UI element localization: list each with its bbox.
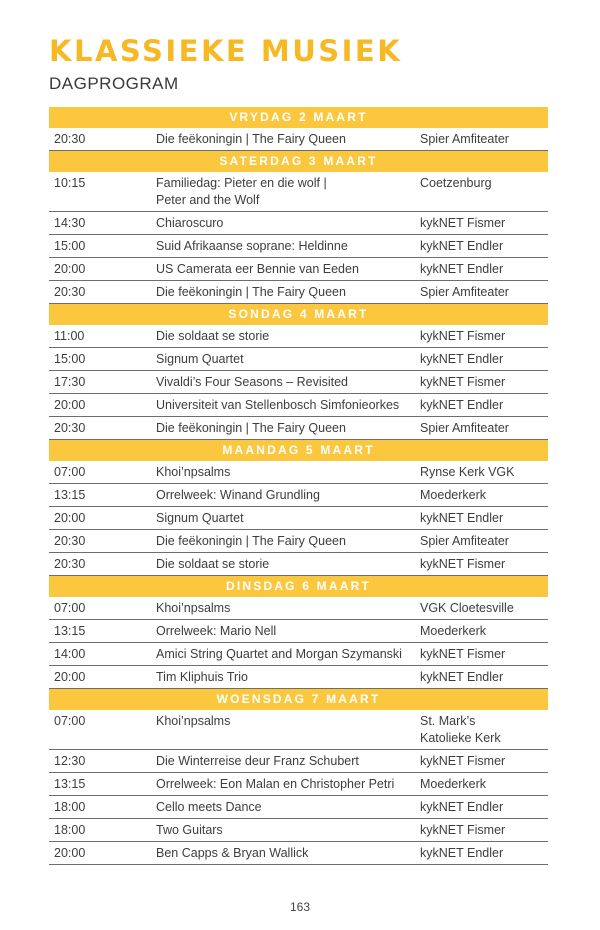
event-time: 12:30 [54, 754, 86, 768]
event-name [156, 510, 420, 527]
event-name-line: Vivaldi’s Four Seasons – Revisited [156, 375, 348, 389]
event-name-line: Universiteit van Stellenbosch Simfonieorkes [156, 398, 400, 412]
event-name-line: Die soldaat se storie [156, 557, 270, 571]
event-venue-line: kykNET Fismer [420, 375, 506, 389]
event-venue [420, 623, 548, 640]
event-name-line: Khoi’npsalms [156, 601, 231, 615]
event-venue-line: kykNET Endler [420, 262, 504, 276]
event-name [156, 215, 420, 232]
event-row [49, 710, 548, 750]
event-name-line: US Camerata eer Bennie van Eeden [156, 262, 359, 276]
event-name-line: Ben Capps & Bryan Wallick [156, 846, 309, 860]
event-venue [420, 261, 548, 278]
event-venue-line: Spier Amfiteater [420, 421, 509, 435]
event-venue [420, 351, 548, 368]
page-number: 163 [289, 900, 311, 914]
event-time: 15:00 [54, 352, 86, 366]
event-name [156, 487, 420, 504]
event-time: 20:00 [54, 670, 86, 684]
event-venue-line: Katolieke Kerk [420, 730, 501, 745]
event-name-line: Orrelweek: Eon Malan en Christopher Petri [156, 777, 395, 791]
event-time: 11:00 [54, 329, 85, 343]
event-venue-line: kykNET Endler [420, 800, 504, 814]
event-venue-line: Spier Amfiteater [420, 132, 509, 146]
event-name-line: Suid Afrikaanse soprane: Heldinne [156, 239, 348, 253]
event-venue-line: kykNET Endler [420, 670, 504, 684]
event-name [156, 464, 420, 481]
event-venue [420, 533, 548, 550]
event-venue [420, 822, 548, 839]
event-venue [420, 556, 548, 573]
event-time: 17:30 [54, 375, 86, 389]
event-venue [420, 646, 548, 663]
event-row [49, 258, 548, 281]
event-row [49, 235, 548, 258]
event-name [156, 420, 420, 437]
event-time: 20:00 [54, 511, 86, 525]
event-venue [420, 215, 548, 232]
event-name-line: Khoi’npsalms [156, 714, 231, 728]
event-name-line: Die feëkoningin | The Fairy Queen [156, 285, 346, 299]
event-venue-line: kykNET Fismer [420, 329, 506, 343]
event-venue-line: kykNET Endler [420, 352, 504, 366]
event-venue [420, 131, 548, 148]
event-time: 20:30 [54, 285, 86, 299]
event-time: 20:30 [54, 132, 86, 146]
event-venue [420, 753, 548, 770]
event-row [49, 212, 548, 235]
event-time: 14:30 [54, 216, 86, 230]
event-time: 07:00 [54, 601, 86, 615]
event-time: 15:00 [54, 239, 86, 253]
event-name [156, 533, 420, 550]
day-header: SATERDAG 3 MAART [49, 151, 548, 172]
event-venue-line: kykNET Endler [420, 398, 504, 412]
schedule-table [49, 107, 548, 865]
event-venue [420, 799, 548, 816]
event-row [49, 666, 548, 689]
page-subtitle: DAGPROGRAM [49, 74, 179, 93]
event-row [49, 842, 548, 865]
event-venue [420, 487, 548, 504]
event-name [156, 556, 420, 573]
event-name [156, 284, 420, 301]
event-venue [420, 238, 548, 255]
event-row [49, 172, 548, 212]
event-venue [420, 420, 548, 437]
event-name [156, 175, 420, 208]
event-name [156, 669, 420, 686]
event-name-line: Die soldaat se storie [156, 329, 270, 343]
event-time: 10:15 [54, 176, 86, 190]
event-name [156, 397, 420, 414]
event-name [156, 623, 420, 640]
event-name-line: Khoi’npsalms [156, 465, 231, 479]
event-name [156, 713, 420, 730]
event-name-line: Die Winterreise deur Franz Schubert [156, 754, 359, 768]
event-venue [420, 669, 548, 686]
event-venue-line: Spier Amfiteater [420, 534, 509, 548]
event-time: 20:00 [54, 846, 86, 860]
event-row [49, 597, 548, 620]
event-venue [420, 713, 548, 746]
event-name-line: Amici String Quartet and Morgan Szymanski [156, 647, 402, 661]
event-name [156, 131, 420, 148]
event-time: 20:00 [54, 262, 86, 276]
event-name [156, 646, 420, 663]
event-venue-line: Moederkerk [420, 488, 486, 502]
event-venue-line: Spier Amfiteater [420, 285, 509, 299]
event-venue-line: Rynse Kerk VGK [420, 465, 515, 479]
event-time: 20:30 [54, 534, 86, 548]
event-time: 18:00 [54, 823, 86, 837]
event-row [49, 325, 548, 348]
event-venue [420, 776, 548, 793]
event-venue [420, 464, 548, 481]
event-row [49, 484, 548, 507]
event-time: 13:15 [54, 624, 86, 638]
event-venue-line: VGK Cloetesville [420, 601, 514, 615]
event-venue-line: kykNET Fismer [420, 647, 506, 661]
event-name [156, 351, 420, 368]
event-name-line: Orrelweek: Winand Grundling [156, 488, 320, 502]
event-name-line: Signum Quartet [156, 352, 244, 366]
page-title: KLASSIEKE MUSIEK [49, 34, 403, 68]
event-name-line: Die feëkoningin | The Fairy Queen [156, 534, 346, 548]
event-venue-line: kykNET Fismer [420, 216, 506, 230]
event-venue-line: kykNET Fismer [420, 557, 506, 571]
event-name [156, 328, 420, 345]
event-name-line: Familiedag: Pieter en die wolf | [156, 176, 327, 190]
day-header: DINSDAG 6 MAART [49, 576, 548, 597]
event-name-line: Peter and the Wolf [156, 192, 260, 207]
event-name-line: Tim Kliphuis Trio [156, 670, 248, 684]
event-row [49, 750, 548, 773]
event-row [49, 461, 548, 484]
event-venue [420, 284, 548, 301]
day-header: MAANDAG 5 MAART [49, 440, 548, 461]
day-header: SONDAG 4 MAART [49, 304, 548, 325]
event-venue [420, 600, 548, 617]
event-row [49, 507, 548, 530]
event-venue [420, 328, 548, 345]
day-header: VRYDAG 2 MAART [49, 107, 548, 128]
event-row [49, 553, 548, 576]
event-row [49, 417, 548, 440]
event-venue-line: Moederkerk [420, 777, 486, 791]
event-venue [420, 510, 548, 527]
event-row [49, 281, 548, 304]
event-venue-line: Moederkerk [420, 624, 486, 638]
event-name [156, 799, 420, 816]
event-venue-line: kykNET Endler [420, 511, 504, 525]
event-venue [420, 374, 548, 391]
event-row [49, 371, 548, 394]
event-row [49, 643, 548, 666]
event-venue-line: kykNET Fismer [420, 823, 506, 837]
event-time: 20:30 [54, 557, 86, 571]
event-row [49, 796, 548, 819]
event-time: 07:00 [54, 465, 86, 479]
event-time: 13:15 [54, 777, 86, 791]
event-row [49, 819, 548, 842]
event-row [49, 773, 548, 796]
event-row [49, 394, 548, 417]
event-time: 20:30 [54, 421, 86, 435]
event-venue-line: kykNET Endler [420, 239, 504, 253]
event-row [49, 530, 548, 553]
event-name [156, 374, 420, 391]
event-name-line: Die feëkoningin | The Fairy Queen [156, 421, 346, 435]
event-name [156, 776, 420, 793]
event-venue-line: kykNET Fismer [420, 754, 506, 768]
event-venue [420, 175, 548, 192]
event-time: 07:00 [54, 714, 86, 728]
event-row [49, 348, 548, 371]
event-venue [420, 397, 548, 414]
event-name-line: Two Guitars [156, 823, 223, 837]
event-venue-line: Coetzenburg [420, 176, 492, 190]
event-row [49, 620, 548, 643]
event-name-line: Orrelweek: Mario Nell [156, 624, 277, 638]
event-name [156, 261, 420, 278]
event-name [156, 845, 420, 862]
event-name-line: Chiaroscuro [156, 216, 224, 230]
event-name-line: Die feëkoningin | The Fairy Queen [156, 132, 346, 146]
event-venue-line: St. Mark’s [420, 714, 476, 728]
event-venue-line: kykNET Endler [420, 846, 504, 860]
day-header: WOENSDAG 7 MAART [49, 689, 548, 710]
event-name [156, 238, 420, 255]
event-row [49, 128, 548, 151]
event-time: 20:00 [54, 398, 86, 412]
event-time: 14:00 [54, 647, 86, 661]
event-name [156, 822, 420, 839]
event-venue [420, 845, 548, 862]
event-name [156, 753, 420, 770]
event-time: 13:15 [54, 488, 86, 502]
event-name-line: Signum Quartet [156, 511, 244, 525]
event-time: 18:00 [54, 800, 86, 814]
event-name-line: Cello meets Dance [156, 800, 262, 814]
event-name [156, 600, 420, 617]
